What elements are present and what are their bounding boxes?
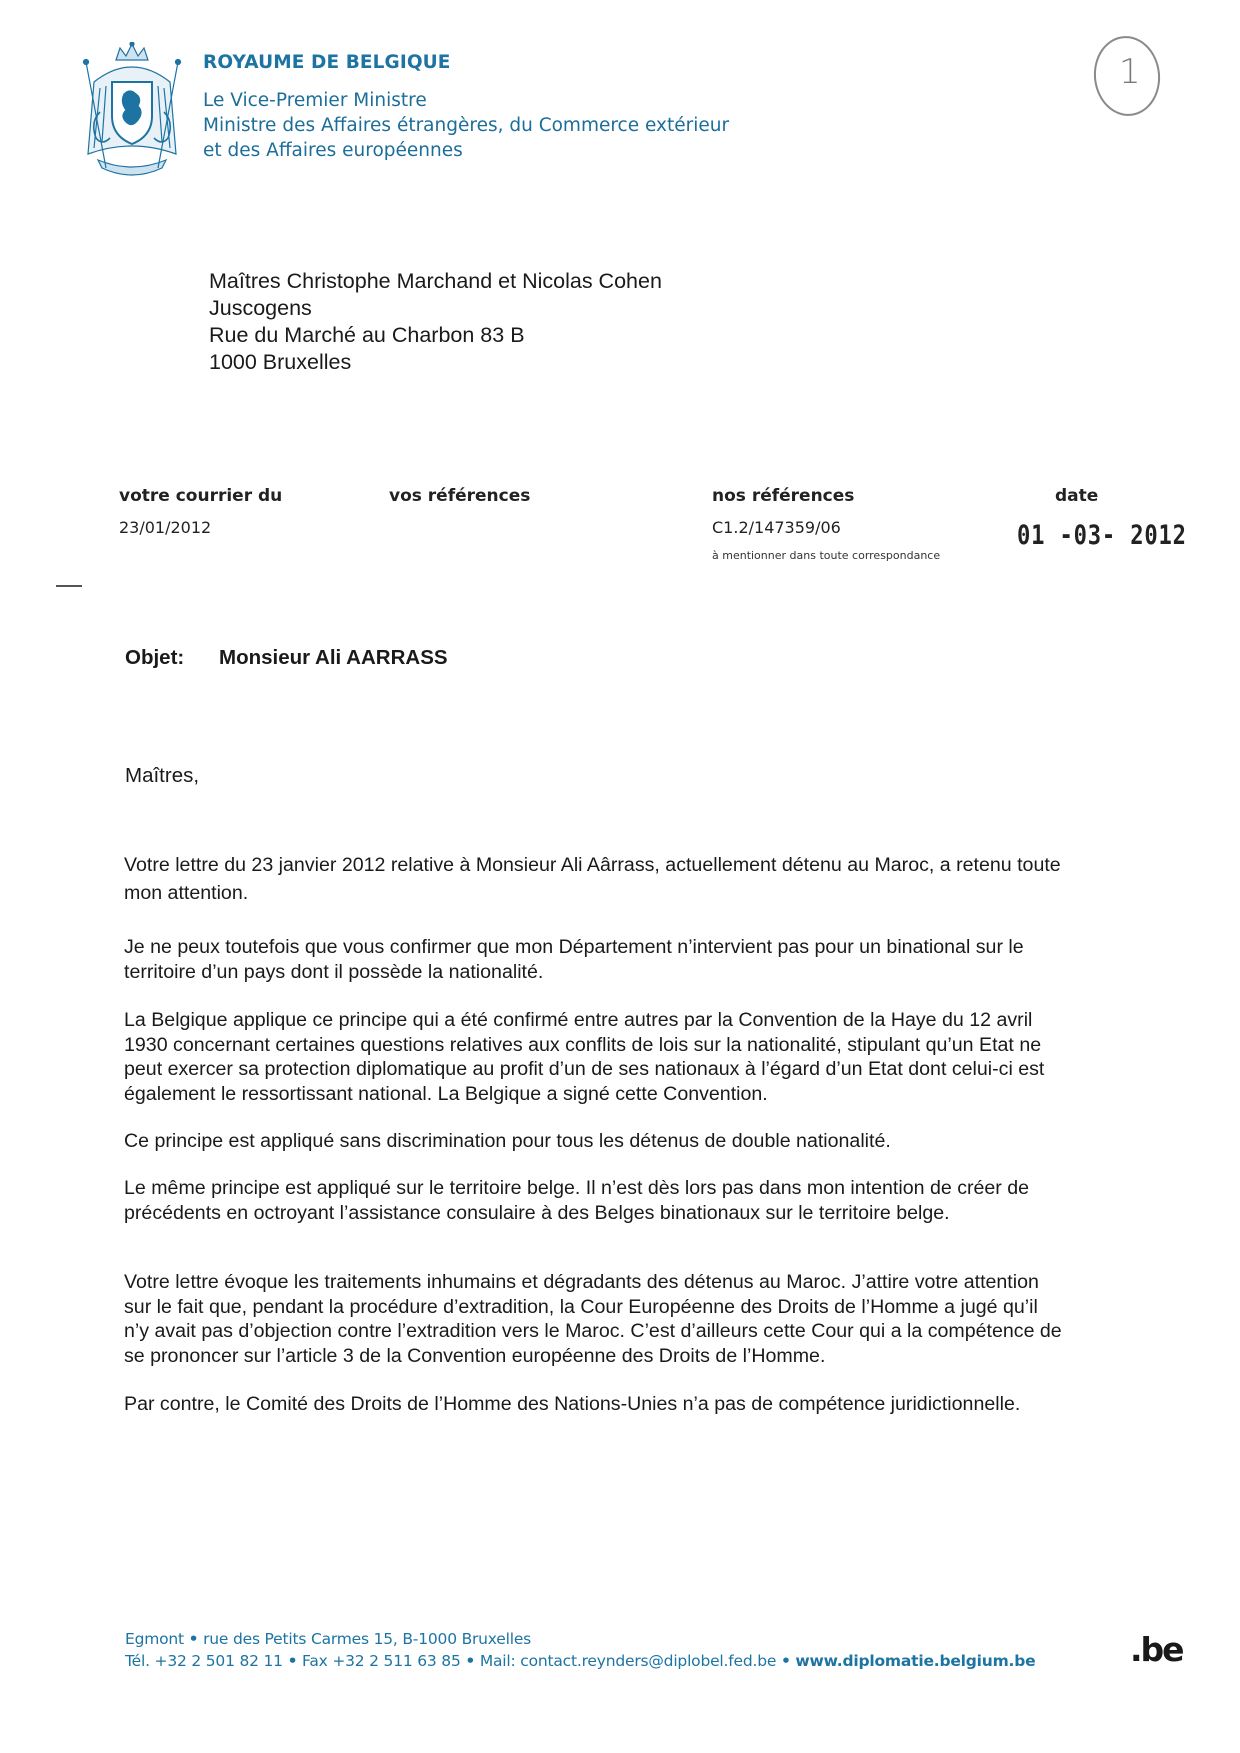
fold-mark <box>56 585 82 587</box>
subject-value: Monsieur Ali AARRASS <box>219 646 448 669</box>
paragraph-line: Ce principe est appliqué sans discrimination pour tous les détenus de double nationalité. <box>124 1130 891 1152</box>
body-paragraph <box>124 851 1134 907</box>
body-paragraph <box>124 1008 1134 1106</box>
footer-website-link[interactable]: www.diplomatie.belgium.be <box>795 1652 1036 1670</box>
footer-phone: Tél. +32 2 501 82 11 <box>125 1652 283 1670</box>
paragraph-line: précédents en octroyant l’assistance consulaire à des Belges binationaux sur le territoire belge. <box>124 1201 950 1224</box>
bullet-separator: • <box>188 1630 199 1648</box>
nos-references-label: nos références <box>712 486 855 506</box>
recipient-name: Maîtres Christophe Marchand et Nicolas Cohen <box>209 269 662 293</box>
vos-references-label: vos références <box>389 486 531 506</box>
be-logo: .be <box>1130 1630 1183 1669</box>
paragraph-line: Par contre, le Comité des Droits de l’Homme des Nations-Unies n’a pas de compétence juridictionnelle. <box>124 1393 1021 1415</box>
bullet-separator: • <box>780 1652 791 1670</box>
votre-courrier-label: votre courrier du <box>119 486 283 506</box>
salutation: Maîtres, <box>125 764 200 787</box>
paragraph-line: Le même principe est appliqué sur le territoire belge. Il n’est dès lors pas dans mon intention de créer de <box>124 1177 1030 1199</box>
page-number: 1 <box>1119 52 1141 92</box>
date-label: date <box>1055 486 1099 506</box>
paragraph-line: se prononcer sur l’article 3 de la Convention européenne des Droits de l’Homme. <box>124 1344 826 1367</box>
date-stamp: 01 -03- 2012 <box>1017 520 1187 551</box>
votre-courrier-value: 23/01/2012 <box>119 518 212 537</box>
bullet-separator: • <box>465 1652 476 1670</box>
paragraph-line: 1930 concernant certaines questions relatives aux conflits de lois sur la nationalité, stipulant qu’un Etat ne <box>124 1033 1042 1056</box>
body-paragraph <box>124 935 1134 984</box>
footer-contacts <box>125 1652 1035 1670</box>
bullet-separator: • <box>287 1652 298 1670</box>
footer-email-link[interactable]: Mail: contact.reynders@diplobel.fed.be <box>479 1652 777 1670</box>
body-paragraph <box>124 1176 1134 1225</box>
references-note: à mentionner dans toute correspondance <box>712 549 941 562</box>
paragraph-line: Votre lettre du 23 janvier 2012 relative à Monsieur Ali Aârrass, actuellement détenu au Maroc, a retenu toute <box>124 854 1061 876</box>
recipient-firm: Juscogens <box>209 296 312 320</box>
coat-of-arms-emblem <box>80 42 185 184</box>
paragraph-line: La Belgique applique ce principe qui a été confirmé entre autres par la Convention de la Haye du 12 avril <box>124 1009 1033 1031</box>
sender-title-line-2: Ministre des Affaires étrangères, du Commerce extérieur <box>203 115 730 136</box>
recipient-street: Rue du Marché au Charbon 83 B <box>209 323 525 347</box>
footer-street: rue des Petits Carmes 15, B-1000 Bruxelles <box>203 1630 532 1648</box>
paragraph-line: Votre lettre évoque les traitements inhumains et dégradants des détenus au Maroc. J’attire votre attention <box>124 1271 1039 1293</box>
subject-label: Objet: <box>125 646 185 669</box>
sender-title-line-1: Le Vice-Premier Ministre <box>203 90 427 111</box>
body-paragraph <box>124 1392 1134 1417</box>
paragraph-line: Je ne peux toutefois que vous confirmer que mon Département n’intervient pas pour un binational sur le <box>124 936 1024 958</box>
paragraph-line: mon attention. <box>124 882 249 904</box>
body-paragraph <box>124 1129 1134 1154</box>
kingdom-title: ROYAUME DE BELGIQUE <box>203 52 451 73</box>
body-paragraph <box>124 1270 1134 1368</box>
nos-references-value: C1.2/147359/06 <box>712 518 841 537</box>
footer-building: Egmont <box>125 1630 184 1648</box>
paragraph-line: n’y avait pas d’objection contre l’extradition vers le Maroc. C’est d’ailleurs cette Cour qui a la compétence de <box>124 1320 1062 1342</box>
paragraph-line: peut exercer sa protection diplomatique au profit d’un de ses nationaux à l’égard d’un Etat dont celui-ci est <box>124 1058 1045 1080</box>
sender-title-line-3: et des Affaires européennes <box>203 140 463 161</box>
paragraph-line: territoire d’un pays dont il possède la nationalité. <box>124 960 544 983</box>
paragraph-line: sur le fait que, pendant la procédure d’extradition, la Cour Européenne des Droits de l’Homme a jugé qu’il <box>124 1295 1038 1318</box>
paragraph-line: également le ressortissant national. La Belgique a signé cette Convention. <box>124 1082 768 1105</box>
recipient-city: 1000 Bruxelles <box>209 350 352 374</box>
footer-address <box>125 1630 531 1648</box>
footer-fax: Fax +32 2 511 63 85 <box>302 1652 461 1670</box>
